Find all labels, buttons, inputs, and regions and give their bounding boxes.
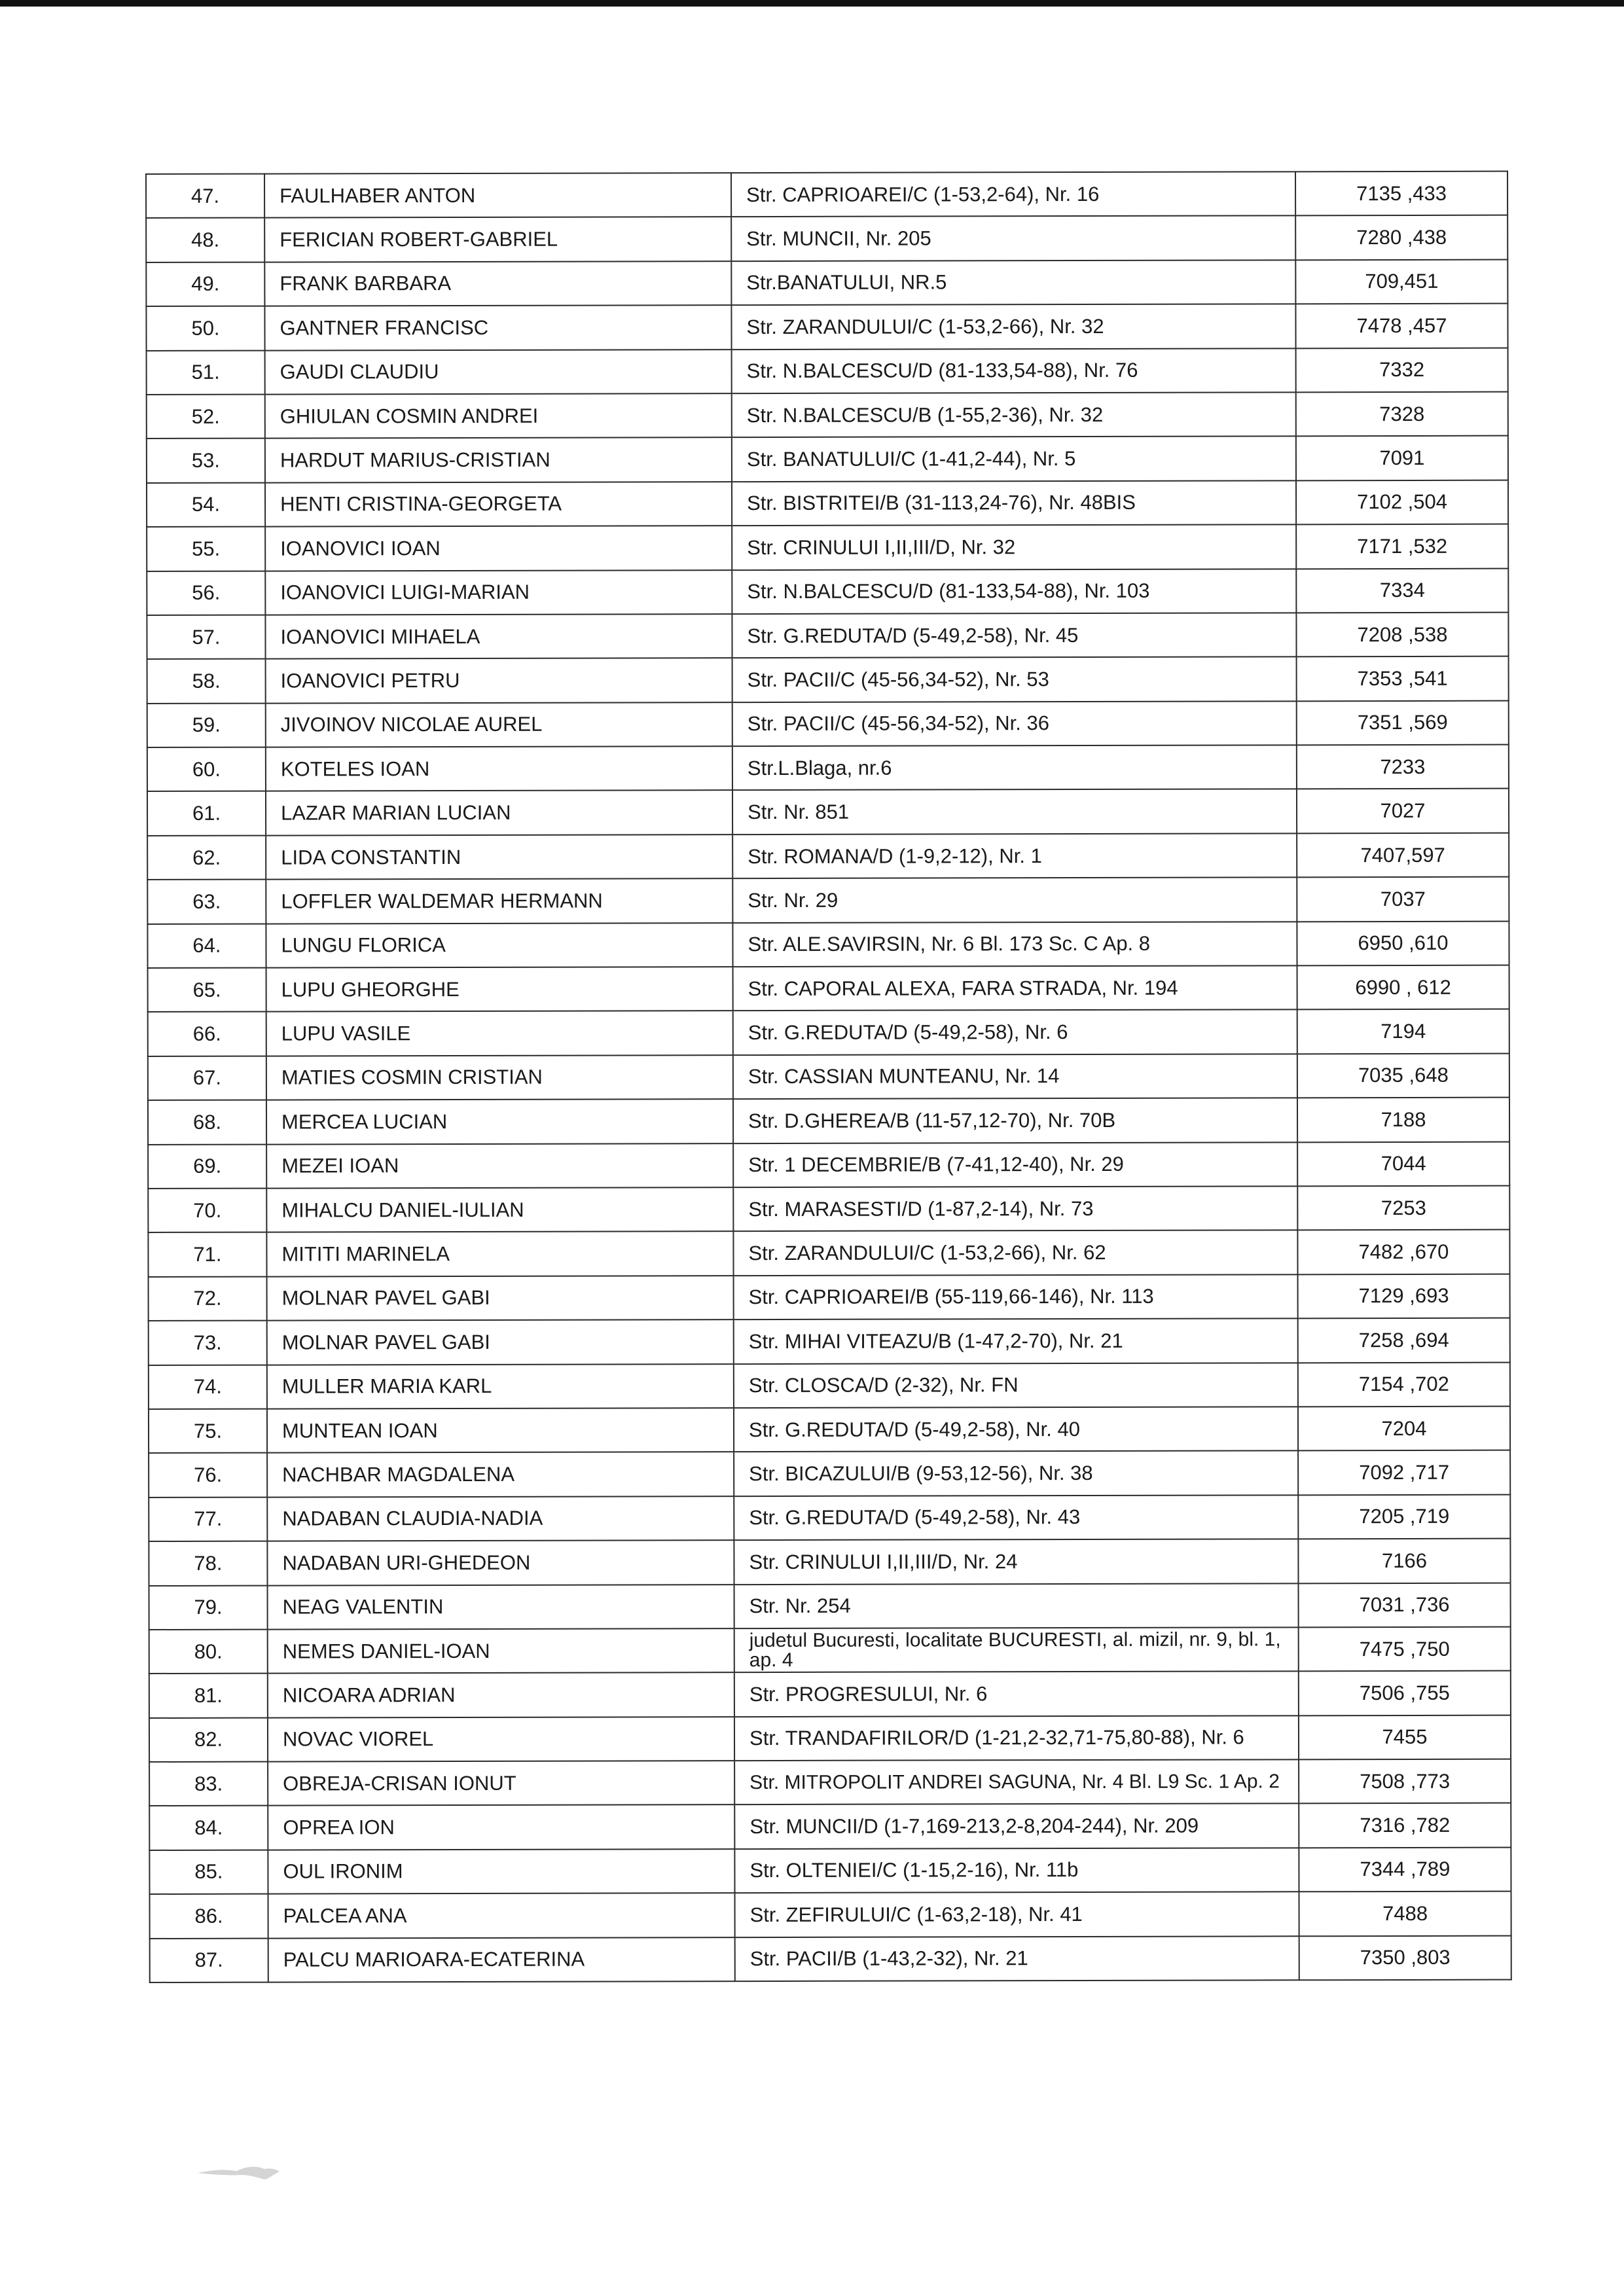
registry-value: 7258 ,694	[1298, 1318, 1510, 1363]
table-row	[146, 171, 1507, 219]
owner-name: OBREJA-CRISAN IONUT	[268, 1761, 734, 1806]
table-row	[149, 1583, 1511, 1630]
row-number: 83.	[149, 1762, 268, 1806]
owner-name: NOVAC VIOREL	[268, 1717, 734, 1762]
row-number: 51.	[147, 350, 265, 395]
owner-name: LIDA CONSTANTIN	[266, 834, 732, 880]
table-row	[147, 392, 1508, 439]
address: Str. BANATULUI/C (1-41,2-44), Nr. 5	[732, 437, 1296, 482]
address: Str. MIHAI VITEAZU/B (1-47,2-70), Nr. 21	[734, 1318, 1298, 1363]
row-number: 54.	[147, 482, 265, 527]
row-number: 67.	[148, 1056, 266, 1100]
owner-name: LAZAR MARIAN LUCIAN	[266, 791, 732, 836]
owner-name: NADABAN CLAUDIA-NADIA	[267, 1496, 734, 1541]
registry-value: 7344 ,789	[1299, 1847, 1511, 1892]
owner-name: IOANOVICI IOAN	[265, 526, 732, 571]
registry-value: 7328	[1296, 392, 1508, 437]
table-row	[148, 1053, 1509, 1100]
table-row	[147, 348, 1508, 395]
row-number: 82.	[149, 1717, 268, 1762]
address: Str. ZARANDULUI/C (1-53,2-66), Nr. 32	[731, 304, 1295, 349]
registry-value: 6950 ,610	[1297, 921, 1509, 965]
row-number: 87.	[150, 1938, 268, 1982]
registry-value: 7204	[1298, 1407, 1510, 1451]
row-number: 86.	[150, 1894, 268, 1939]
address: Str. BICAZULUI/B (9-53,12-56), Nr. 38	[734, 1451, 1298, 1496]
table-row	[146, 259, 1507, 306]
owner-name: HARDUT MARIUS-CRISTIAN	[265, 437, 732, 482]
address: Str. PACII/B (1-43,2-32), Nr. 21	[735, 1936, 1299, 1981]
table-row	[149, 1627, 1511, 1674]
address: Str. Nr. 254	[734, 1583, 1299, 1628]
registry-value: 7478 ,457	[1295, 304, 1507, 348]
owner-name: OPREA ION	[268, 1805, 734, 1850]
owner-name: LUPU VASILE	[266, 1011, 733, 1056]
owner-name: MUNTEAN IOAN	[267, 1408, 734, 1453]
registry-value: 7455	[1299, 1715, 1511, 1759]
table-row	[147, 524, 1508, 571]
table-row	[149, 1450, 1510, 1498]
address: Str. G.REDUTA/D (5-49,2-58), Nr. 43	[734, 1495, 1298, 1540]
owner-name: IOANOVICI MIHAELA	[265, 614, 732, 659]
address: Str. ALE.SAVIRSIN, Nr. 6 Bl. 173 Sc. C Ap. 8	[732, 922, 1297, 967]
address: Str. G.REDUTA/D (5-49,2-58), Nr. 6	[733, 1010, 1297, 1055]
registry-value: 7129 ,693	[1298, 1274, 1510, 1318]
owner-name: MULLER MARIA KARL	[267, 1364, 734, 1409]
address: Str. N.BALCESCU/D (81-133,54-88), Nr. 103	[732, 569, 1296, 614]
owner-name: LOFFLER WALDEMAR HERMANN	[266, 878, 732, 924]
table-row	[147, 877, 1509, 924]
address: Str. N.BALCESCU/B (1-55,2-36), Nr. 32	[732, 392, 1296, 437]
registry-value: 7280 ,438	[1295, 215, 1507, 260]
table-row	[149, 1803, 1511, 1850]
owner-name: NACHBAR MAGDALENA	[267, 1452, 734, 1497]
address: Str. N.BALCESCU/D (81-133,54-88), Nr. 76	[732, 348, 1296, 393]
row-number: 57.	[147, 615, 265, 660]
owner-name: NEAG VALENTIN	[268, 1585, 734, 1630]
registry-value: 709,451	[1295, 259, 1507, 304]
owner-name: MERCEA LUCIAN	[266, 1099, 733, 1144]
address: Str. CASSIAN MUNTEANU, Nr. 14	[733, 1054, 1297, 1099]
registry-value: 7205 ,719	[1298, 1494, 1510, 1539]
registry-value: 7506 ,755	[1299, 1671, 1511, 1715]
address: Str. D.GHEREA/B (11-57,12-70), Nr. 70B	[733, 1098, 1297, 1143]
table-row	[149, 1759, 1511, 1806]
registry-table	[145, 171, 1512, 1983]
row-number: 66.	[148, 1012, 266, 1056]
registry-value: 7091	[1296, 436, 1508, 480]
registry-value: 7092 ,717	[1298, 1450, 1510, 1495]
owner-name: LUNGU FLORICA	[266, 923, 732, 968]
registry-value: 7332	[1296, 348, 1508, 392]
address: Str. CRINULUI I,II,III/D, Nr. 32	[732, 524, 1296, 569]
owner-name: FRANK BARBARA	[264, 261, 731, 306]
address: Str.L.Blaga, nr.6	[732, 745, 1297, 790]
table-row	[148, 1230, 1509, 1277]
registry-table-body	[146, 171, 1511, 1982]
row-number: 80.	[149, 1630, 268, 1674]
owner-name: OUL IRONIM	[268, 1849, 734, 1894]
address: Str. Nr. 851	[732, 789, 1297, 834]
table-row	[150, 1892, 1511, 1939]
address: Str.BANATULUI, NR.5	[731, 260, 1295, 305]
address: Str. OLTENIEI/C (1-15,2-16), Nr. 11b	[734, 1848, 1299, 1893]
table-row	[148, 1141, 1509, 1189]
row-number: 79.	[149, 1585, 268, 1630]
table-row	[148, 1009, 1509, 1056]
registry-value: 7475 ,750	[1299, 1627, 1511, 1672]
row-number: 59.	[147, 703, 266, 747]
row-number: 61.	[147, 791, 266, 836]
row-number: 85.	[149, 1850, 268, 1894]
row-number: 64.	[147, 924, 266, 968]
registry-value: 7044	[1297, 1141, 1509, 1186]
row-number: 69.	[148, 1144, 266, 1189]
registry-value: 7154 ,702	[1298, 1362, 1510, 1407]
scan-smudge-mark	[196, 2160, 281, 2186]
address: Str. Nr. 29	[732, 878, 1297, 923]
row-number: 76.	[149, 1453, 267, 1498]
address: Str. G.REDUTA/D (5-49,2-58), Nr. 40	[734, 1407, 1298, 1452]
address: Str. TRANDAFIRILOR/D (1-21,2-32,71-75,80-88), Nr. 6	[734, 1715, 1299, 1761]
address: Str. MUNCII/D (1-7,169-213,2-8,204-244), Nr. 209	[734, 1804, 1299, 1849]
row-number: 84.	[149, 1806, 268, 1850]
table-row	[147, 789, 1509, 836]
owner-name: MOLNAR PAVEL GABI	[267, 1276, 734, 1321]
table-row	[149, 1494, 1510, 1541]
table-row	[147, 568, 1508, 615]
registry-value: 6990 , 612	[1297, 965, 1509, 1010]
row-number: 71.	[148, 1232, 266, 1277]
scan-top-edge	[0, 0, 1624, 7]
owner-name: LUPU GHEORGHE	[266, 967, 733, 1012]
registry-value: 7488	[1299, 1892, 1511, 1936]
registry-value: 7316 ,782	[1299, 1803, 1511, 1848]
owner-name: NICOARA ADRIAN	[268, 1672, 734, 1717]
table-row	[147, 656, 1509, 704]
owner-name: FERICIAN ROBERT-GABRIEL	[264, 217, 731, 262]
table-row	[149, 1274, 1510, 1321]
address: Str. MUNCII, Nr. 205	[731, 216, 1295, 261]
registry-value: 7508 ,773	[1299, 1759, 1511, 1804]
registry-value: 7102 ,504	[1296, 480, 1508, 524]
registry-value: 7253	[1297, 1186, 1509, 1230]
table-row	[147, 613, 1508, 660]
owner-name: KOTELES IOAN	[266, 746, 732, 791]
registry-value: 7035 ,648	[1297, 1053, 1509, 1098]
registry-value: 7037	[1297, 877, 1509, 922]
address: Str. 1 DECEMBRIE/B (7-41,12-40), Nr. 29	[733, 1142, 1297, 1187]
address: Str. ZARANDULUI/C (1-53,2-66), Nr. 62	[733, 1230, 1297, 1276]
table-row	[148, 965, 1509, 1013]
address: Str. G.REDUTA/D (5-49,2-58), Nr. 45	[732, 613, 1296, 658]
registry-value: 7482 ,670	[1297, 1230, 1509, 1274]
row-number: 77.	[149, 1497, 267, 1541]
address: Str. PROGRESULUI, Nr. 6	[734, 1672, 1299, 1717]
address: judetul Bucuresti, localitate BUCURESTI, al. mizil, nr. 9, bl. 1, ap. 4	[734, 1627, 1299, 1672]
row-number: 63.	[147, 880, 266, 924]
table-row	[147, 745, 1509, 792]
owner-name: MIHALCU DANIEL-IULIAN	[266, 1187, 733, 1232]
registry-value: 7194	[1297, 1009, 1509, 1054]
registry-value: 7166	[1298, 1539, 1510, 1583]
owner-name: GHIULAN COSMIN ANDREI	[265, 393, 732, 439]
address: Str. CAPRIOAREI/B (55-119,66-146), Nr. 113	[734, 1274, 1298, 1319]
table-row	[146, 304, 1507, 351]
registry-value: 7171 ,532	[1296, 524, 1508, 569]
row-number: 65.	[148, 968, 266, 1013]
table-row	[149, 1715, 1511, 1762]
row-number: 74.	[149, 1365, 267, 1409]
address: Str. MITROPOLIT ANDREI SAGUNA, Nr. 4 Bl. L9 Sc. 1 Ap. 2	[734, 1759, 1299, 1804]
owner-name: MEZEI IOAN	[266, 1143, 733, 1189]
row-number: 60.	[147, 747, 266, 792]
owner-name: GAUDI CLAUDIU	[265, 350, 732, 395]
owner-name: NADABAN URI-GHEDEON	[267, 1540, 734, 1585]
table-row	[149, 1318, 1510, 1365]
row-number: 78.	[149, 1541, 267, 1586]
registry-value: 7031 ,736	[1299, 1583, 1511, 1627]
row-number: 55.	[147, 527, 265, 571]
address: Str. PACII/C (45-56,34-52), Nr. 36	[732, 701, 1297, 746]
table-row	[149, 1847, 1511, 1894]
row-number: 53.	[147, 439, 265, 483]
registry-value: 7353 ,541	[1297, 656, 1509, 701]
row-number: 58.	[147, 659, 266, 704]
registry-value: 7407,597	[1297, 833, 1509, 877]
registry-value: 7208 ,538	[1296, 613, 1508, 657]
table-row	[149, 1362, 1510, 1409]
address: Str. CAPRIOAREI/C (1-53,2-64), Nr. 16	[731, 171, 1295, 217]
table-row	[147, 833, 1509, 880]
address: Str. PACII/C (45-56,34-52), Nr. 53	[732, 657, 1297, 702]
owner-name: FAULHABER ANTON	[264, 173, 731, 218]
row-number: 48.	[146, 218, 264, 262]
registry-value: 7334	[1296, 568, 1508, 613]
table-row	[147, 436, 1508, 483]
row-number: 68.	[148, 1100, 266, 1145]
table-row	[149, 1539, 1510, 1586]
owner-name: PALCEA ANA	[268, 1893, 735, 1938]
table-row	[149, 1407, 1510, 1454]
row-number: 47.	[146, 174, 264, 219]
address: Str. CLOSCA/D (2-32), Nr. FN	[734, 1363, 1298, 1408]
owner-name: JIVOINOV NICOLAE AUREL	[266, 702, 732, 747]
table-row	[147, 480, 1508, 527]
table-row	[146, 215, 1507, 262]
registry-value: 7135 ,433	[1295, 171, 1507, 216]
row-number: 73.	[149, 1321, 267, 1365]
registry-value: 7027	[1297, 789, 1509, 833]
row-number: 49.	[146, 262, 264, 306]
address: Str. ROMANA/D (1-9,2-12), Nr. 1	[732, 833, 1297, 878]
row-number: 81.	[149, 1674, 268, 1718]
row-number: 70.	[148, 1189, 266, 1233]
registry-value: 7188	[1297, 1098, 1509, 1142]
owner-name: MATIES COSMIN CRISTIAN	[266, 1055, 733, 1100]
row-number: 72.	[149, 1276, 267, 1321]
owner-name: MITITI MARINELA	[266, 1231, 733, 1276]
owner-name: HENTI CRISTINA-GEORGETA	[265, 482, 732, 527]
table-row	[150, 1935, 1511, 1982]
table-row	[147, 921, 1509, 968]
owner-name: PALCU MARIOARA-ECATERINA	[268, 1937, 735, 1982]
row-number: 62.	[147, 835, 266, 880]
row-number: 56.	[147, 571, 265, 615]
address: Str. MARASESTI/D (1-87,2-14), Nr. 73	[733, 1186, 1297, 1231]
owner-name: NEMES DANIEL-IOAN	[268, 1628, 734, 1674]
registry-value: 7351 ,569	[1297, 700, 1509, 745]
owner-name: MOLNAR PAVEL GABI	[267, 1319, 734, 1365]
row-number: 50.	[146, 306, 264, 351]
address: Str. CRINULUI I,II,III/D, Nr. 24	[734, 1539, 1298, 1584]
registry-value: 7350 ,803	[1299, 1935, 1511, 1980]
address: Str. ZEFIRULUI/C (1-63,2-18), Nr. 41	[735, 1892, 1299, 1937]
address: Str. BISTRITEI/B (31-113,24-76), Nr. 48BIS	[732, 480, 1296, 526]
table-row	[148, 1186, 1509, 1233]
registry-value: 7233	[1297, 745, 1509, 789]
owner-name: GANTNER FRANCISC	[264, 305, 731, 350]
row-number: 52.	[147, 395, 265, 439]
owner-name: IOANOVICI LUIGI-MARIAN	[265, 570, 732, 615]
row-number: 75.	[149, 1409, 267, 1454]
table-row	[147, 700, 1509, 747]
table-row	[148, 1098, 1509, 1145]
table-row	[149, 1671, 1511, 1718]
address: Str. CAPORAL ALEXA, FARA STRADA, Nr. 194	[733, 965, 1297, 1011]
owner-name: IOANOVICI PETRU	[266, 658, 732, 703]
